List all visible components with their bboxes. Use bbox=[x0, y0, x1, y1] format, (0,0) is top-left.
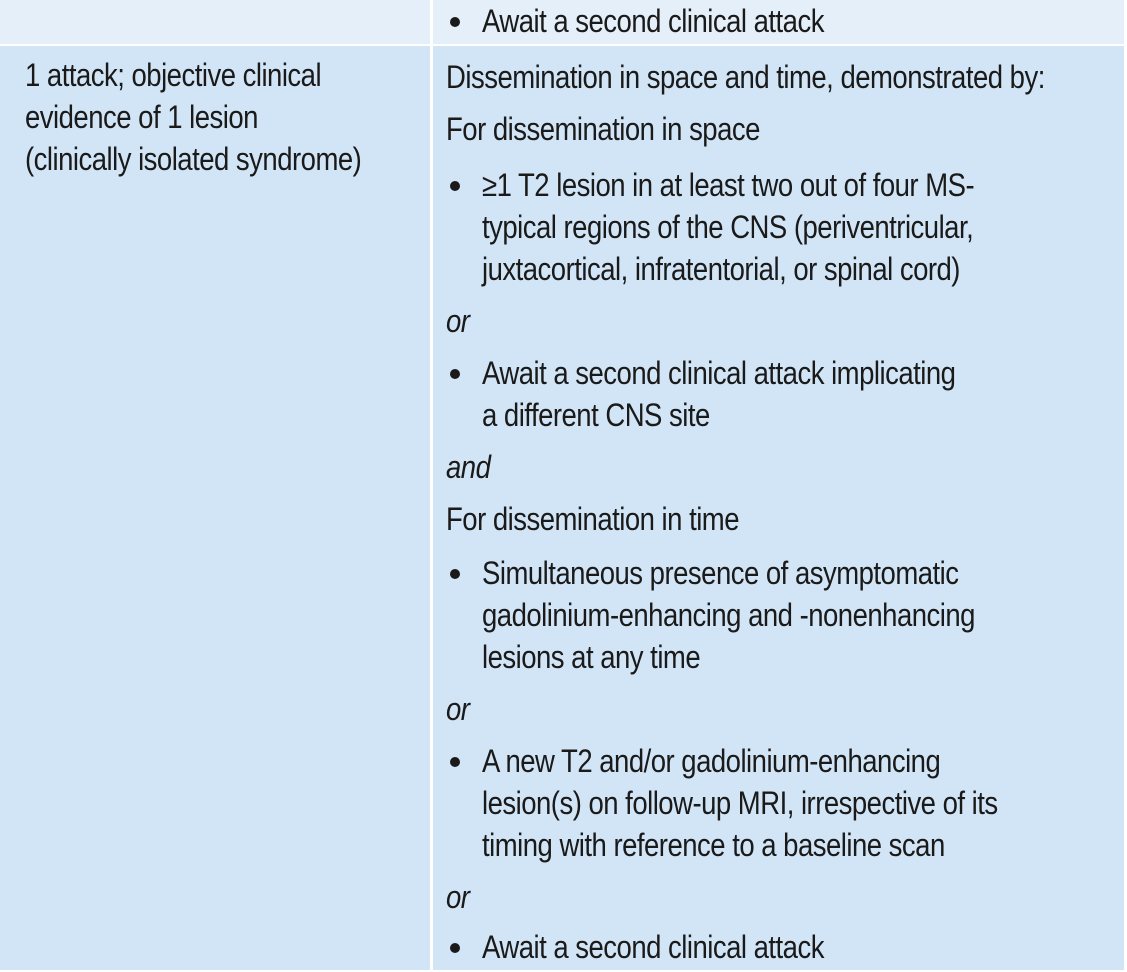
bullet-icon bbox=[450, 943, 460, 953]
space-bullet-1-line-2: typical regions of the CNS (periventricular, bbox=[482, 209, 974, 245]
space-heading: For dissemination in space bbox=[446, 111, 760, 147]
time-bullet-2-line-3: timing with reference to a baseline scan bbox=[482, 827, 945, 863]
time-bullet-2-line-1: A new T2 and/or gadolinium-enhancing bbox=[482, 743, 941, 779]
condition-line-3: (clinically isolated syndrome) bbox=[25, 141, 362, 177]
space-bullet-2-line-2: a different CNS site bbox=[482, 397, 710, 433]
space-bullet-2-line-1: Await a second clinical attack implicating bbox=[482, 355, 956, 391]
column-divider bbox=[430, 0, 433, 972]
time-bullet-3-text: Await a second clinical attack bbox=[482, 929, 824, 965]
or-connector-3: or bbox=[446, 879, 470, 915]
bullet-icon bbox=[450, 569, 460, 579]
bullet-icon bbox=[450, 757, 460, 767]
space-bullet-1-line-3: juxtacortical, infratentorial, or spinal cord) bbox=[482, 251, 960, 287]
time-bullet-1-line-1: Simultaneous presence of asymptomatic bbox=[482, 555, 959, 591]
or-connector-1: or bbox=[446, 303, 470, 339]
condition-line-2: evidence of 1 lesion bbox=[25, 99, 258, 135]
bullet-icon bbox=[450, 17, 460, 27]
time-bullet-2-line-2: lesion(s) on follow-up MRI, irrespective of its bbox=[482, 785, 998, 821]
intro-text: Dissemination in space and time, demonstrated by: bbox=[446, 59, 1045, 95]
or-connector-2: or bbox=[446, 691, 470, 727]
time-heading: For dissemination in time bbox=[446, 501, 740, 537]
bullet-icon bbox=[450, 369, 460, 379]
condition-line-1: 1 attack; objective clinical bbox=[25, 57, 322, 93]
top-bullet-text: Await a second clinical attack bbox=[482, 3, 824, 39]
time-bullet-1-line-2: gadolinium-enhancing and -nonenhancing bbox=[482, 597, 975, 633]
bullet-icon bbox=[450, 181, 460, 191]
space-bullet-1-line-1: ≥1 T2 lesion in at least two out of four MS- bbox=[482, 167, 975, 203]
time-bullet-1-line-3: lesions at any time bbox=[482, 639, 701, 675]
and-connector: and bbox=[446, 449, 491, 485]
